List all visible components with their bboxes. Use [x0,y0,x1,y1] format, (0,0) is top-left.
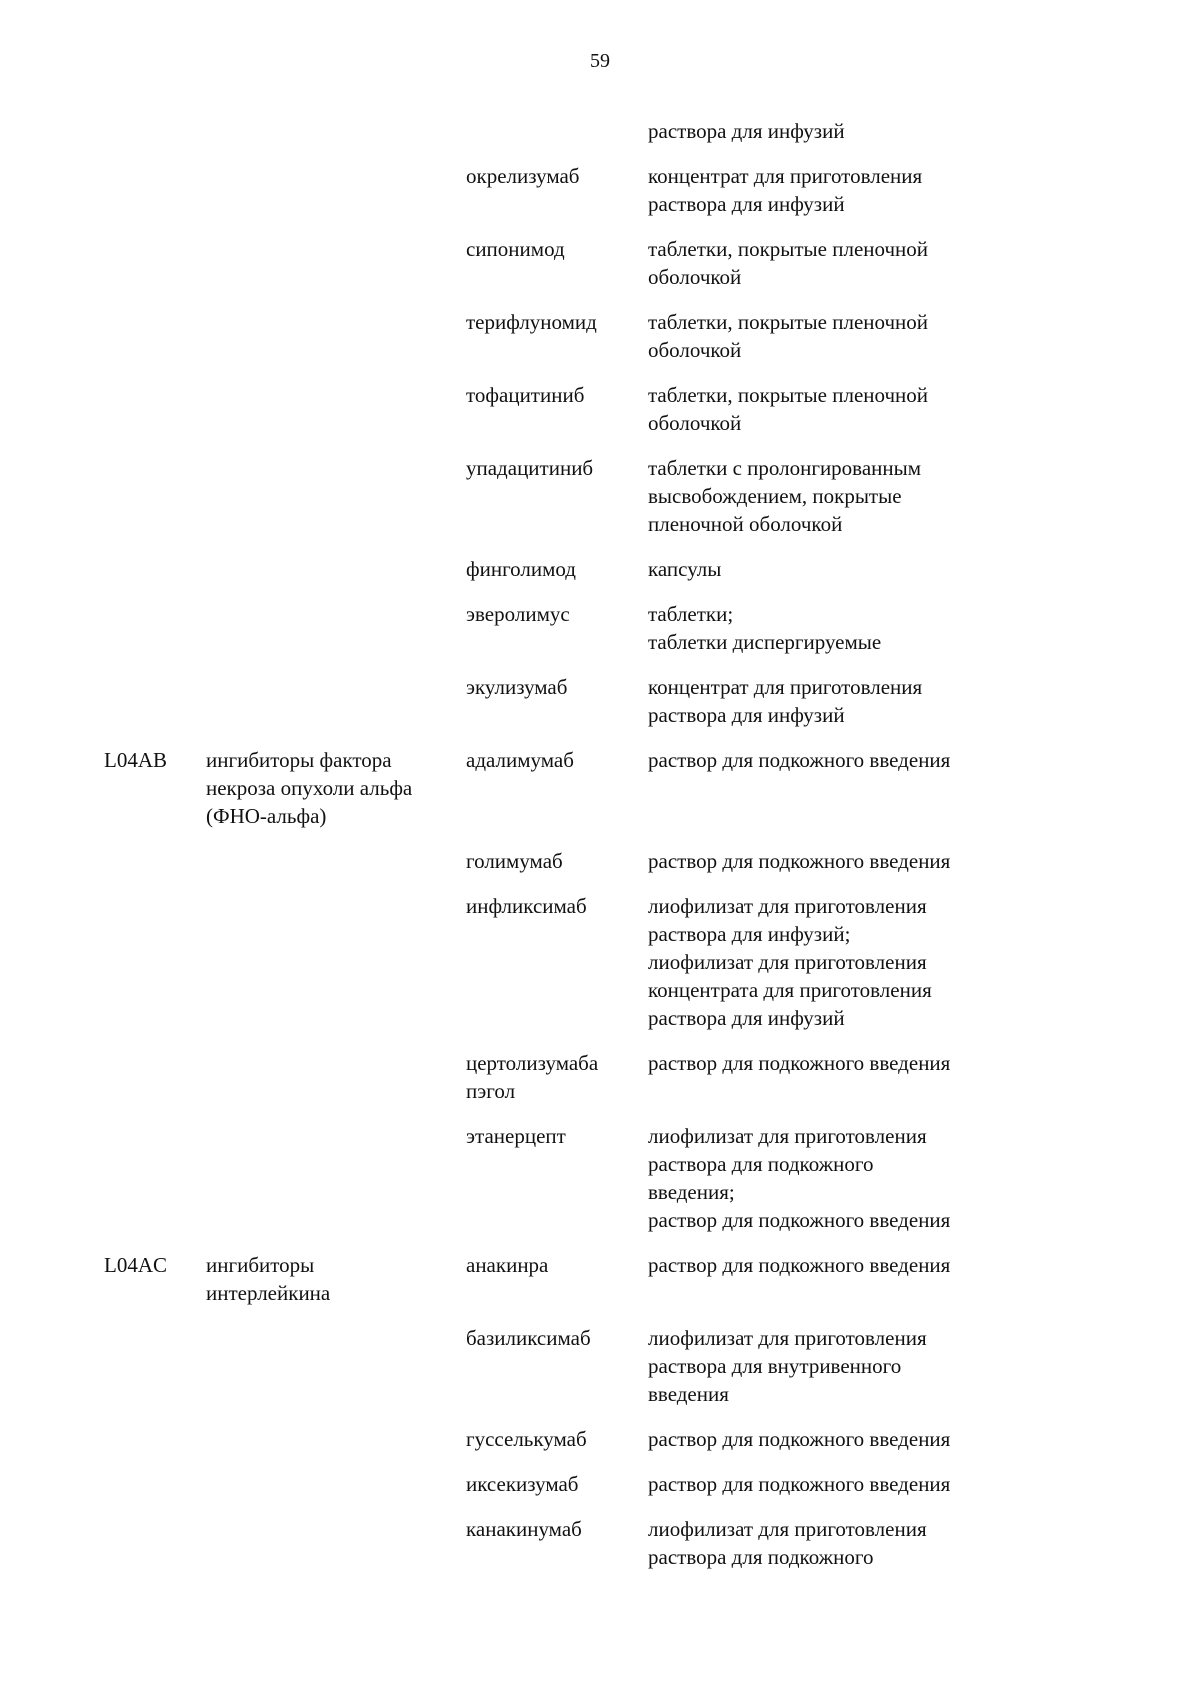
dosage-form-line: таблетки с пролонгированным [648,456,922,480]
dosage-form [648,673,1008,729]
drug-name [466,1470,631,1498]
drug-name [466,308,631,336]
dosage-form [648,235,1008,291]
drug-name-line: окрелизумаб [466,164,580,188]
dosage-form-line: капсулы [648,557,722,581]
group-name [206,746,446,830]
drug-name-line: адалимумаб [466,748,574,772]
drug-name-line: экулизумаб [466,675,568,699]
drug-name-line: сипонимод [466,237,565,261]
drug-name-line: голимумаб [466,849,563,873]
drug-name-line: этанерцепт [466,1124,566,1148]
drug-name-line: иксекизумаб [466,1472,579,1496]
dosage-form-line: лиофилизат для приготовления [648,1517,927,1541]
dosage-form [648,600,1008,656]
drug-name-line: базиликсимаб [466,1326,591,1350]
drug-name [466,162,631,190]
drug-name-line: терифлуномид [466,310,597,334]
drug-name [466,381,631,409]
dosage-form-line: раствора для внутривенного [648,1354,902,1378]
drug-name-line: инфликсимаб [466,894,587,918]
drug-name [466,600,631,628]
dosage-form [648,1470,1008,1498]
dosage-form [648,892,1008,1032]
group-name-line: (ФНО-альфа) [206,804,327,828]
dosage-form [648,1515,1008,1571]
page-number: 59 [590,50,610,72]
drug-name [466,746,631,774]
dosage-form-line: лиофилизат для приготовления [648,1326,927,1350]
dosage-form-line: раствора для подкожного [648,1152,874,1176]
group-name-line: интерлейкина [206,1281,331,1305]
dosage-form [648,1049,1008,1077]
dosage-form-line: таблетки диспергируемые [648,630,882,654]
dosage-form [648,1425,1008,1453]
drug-name [466,1251,631,1279]
group-name-line: некроза опухоли альфа [206,776,413,800]
atc-code: L04AB [104,748,167,772]
dosage-form-line: таблетки, покрытые пленочной [648,237,929,261]
dosage-form-line: лиофилизат для приготовления [648,1124,927,1148]
dosage-form-line: введения [648,1382,729,1406]
dosage-form-line: раствора для инфузий [648,703,845,727]
dosage-form [648,1324,1008,1408]
drug-name [466,555,631,583]
drug-name-line: цертолизумаба [466,1051,599,1075]
drug-name-line: пэгол [466,1079,516,1103]
dosage-form-line: таблетки, покрытые пленочной [648,310,929,334]
dosage-form-line: раствор для подкожного введения [648,748,951,772]
dosage-form-line: пленочной оболочкой [648,512,843,536]
drug-name-line: гусселькумаб [466,1427,587,1451]
dosage-form-line: раствора для инфузий; [648,922,851,946]
dosage-form-line: оболочкой [648,338,742,362]
dosage-form-line: раствор для подкожного введения [648,1051,951,1075]
drug-name [466,847,631,875]
atc-code: L04AC [104,1253,167,1277]
drug-name [466,673,631,701]
dosage-form [648,381,1008,437]
group-name-line: ингибиторы фактора [206,748,392,772]
dosage-form-line: раствор для подкожного введения [648,1472,951,1496]
drug-name [466,1515,631,1543]
group-name-line: ингибиторы [206,1253,315,1277]
dosage-form-line: оболочкой [648,411,742,435]
dosage-form-line: раствора для инфузий [648,119,845,143]
dosage-form-line: лиофилизат для приготовления [648,950,927,974]
dosage-form-line: концентрат для приготовления [648,675,923,699]
drug-name-line: канакинумаб [466,1517,582,1541]
drug-name [466,892,631,920]
dosage-form [648,454,1008,538]
drug-name-line: тофацитиниб [466,383,585,407]
dosage-form [648,117,1008,145]
dosage-form-line: концентрата для приготовления [648,978,932,1002]
dosage-form-line: таблетки, покрытые пленочной [648,383,929,407]
dosage-form-line: раствор для подкожного введения [648,1253,951,1277]
dosage-form [648,162,1008,218]
drug-name-line: анакинра [466,1253,549,1277]
dosage-form-line: раствор для подкожного введения [648,1427,951,1451]
dosage-form-line: раствор для подкожного введения [648,849,951,873]
dosage-form-line: раствора для подкожного [648,1545,874,1569]
dosage-form [648,746,1008,774]
drug-name [466,1049,631,1105]
dosage-form [648,847,1008,875]
drug-name [466,235,631,263]
drug-name [466,1425,631,1453]
dosage-form-line: раствор для подкожного введения [648,1208,951,1232]
dosage-form-line: таблетки; [648,602,734,626]
dosage-form [648,1251,1008,1279]
drug-name-line: финголимод [466,557,576,581]
dosage-form-line: оболочкой [648,265,742,289]
dosage-form [648,308,1008,364]
drug-name [466,1122,631,1150]
dosage-form [648,555,1008,583]
drug-name-line: эверолимус [466,602,570,626]
dosage-form-line: концентрат для приготовления [648,164,923,188]
dosage-form [648,1122,1008,1234]
drug-name-line: упадацитиниб [466,456,594,480]
dosage-form-line: введения; [648,1180,735,1204]
dosage-form-line: высвобождением, покрытые [648,484,902,508]
dosage-form-line: раствора для инфузий [648,192,845,216]
dosage-form-line: лиофилизат для приготовления [648,894,927,918]
drug-name [466,1324,631,1352]
dosage-form-line: раствора для инфузий [648,1006,845,1030]
drug-name [466,454,631,482]
group-name [206,1251,446,1307]
